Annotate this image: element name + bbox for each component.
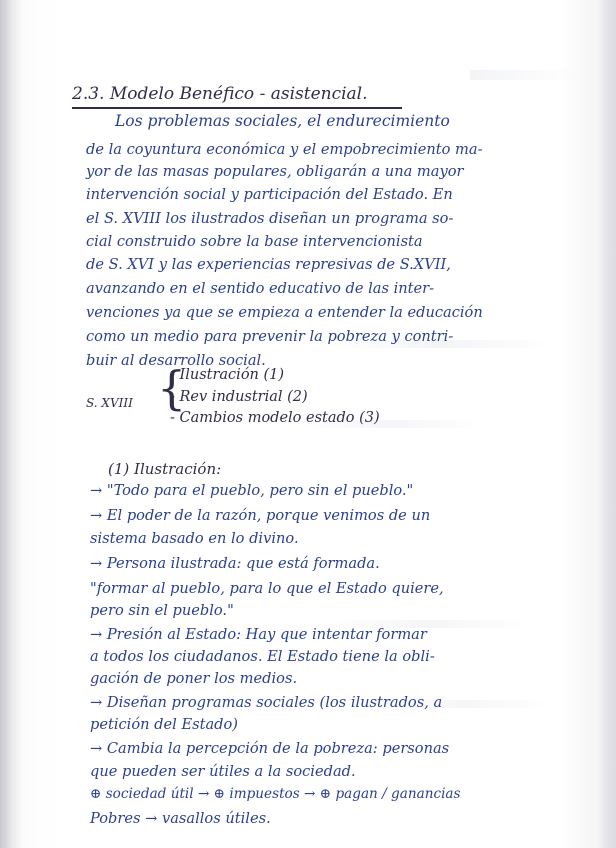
note-line: → Cambia la percepción de la pobreza: personas: [90, 740, 450, 757]
paragraph-line: cial construido sobre la base intervencionista: [86, 233, 423, 250]
section-heading: 2.3. Modelo Benéfico - asistencial.: [72, 84, 368, 104]
outline-item: - Cambios modelo estado (3): [170, 410, 380, 426]
page-binding-shadow: [0, 0, 22, 848]
paragraph-line: el S. XVIII los ilustrados diseñan un programa so-: [86, 210, 454, 227]
outline-item: - Ilustración (1): [170, 367, 285, 383]
paragraph-line: intervención social y participación del Estado. En: [86, 186, 453, 203]
bleed-through-mark: [470, 70, 580, 80]
outline-item: - Rev industrial (2): [170, 389, 308, 405]
note-line: a todos los ciudadanos. El Estado tiene la obli-: [90, 648, 435, 665]
page-edge-shadow: [598, 0, 616, 848]
outline-label: S. XVIII: [86, 396, 133, 410]
note-line: que pueden ser útiles a la sociedad.: [90, 763, 356, 780]
heading-underline: [72, 107, 402, 109]
paragraph-line: de la coyuntura económica y el empobrecimiento ma-: [86, 141, 483, 158]
paragraph-line: avanzando en el sentido educativo de las inter-: [86, 280, 435, 297]
curly-brace: {: [157, 361, 187, 415]
note-line: Pobres → vasallos útiles.: [90, 810, 271, 827]
note-line: → Persona ilustrada: que está formada.: [90, 555, 380, 572]
paragraph-line: venciones ya que se empieza a entender la educación: [86, 304, 483, 321]
paragraph-line: como un medio para prevenir la pobreza y contri-: [86, 328, 454, 345]
paragraph-line: yor de las masas populares, obligarán a una mayor: [86, 163, 464, 180]
note-line: → El poder de la razón, porque venimos de un: [90, 507, 431, 524]
note-line: → Presión al Estado: Hay que intentar formar: [90, 626, 427, 643]
note-line: → "Todo para el pueblo, pero sin el pueblo.": [90, 482, 414, 499]
paragraph-line: de S. XVI y las experiencias represivas de S.XVII,: [86, 256, 451, 273]
note-line: gación de poner los medios.: [90, 670, 298, 687]
paragraph-line: buir al desarrollo social.: [86, 352, 266, 369]
note-line: → Diseñan programas sociales (los ilustrados, a: [90, 694, 443, 711]
note-line: petición del Estado): [90, 716, 238, 733]
subsection-title: (1) Ilustración:: [108, 460, 222, 478]
note-line: ⊕ sociedad útil → ⊕ impuestos → ⊕ pagan / ganancias: [90, 786, 461, 802]
paragraph-line: Los problemas sociales, el endurecimiento: [115, 112, 450, 130]
note-line: "formar al pueblo, para lo que el Estado quiere,: [90, 580, 444, 597]
note-line: sistema basado en lo divino.: [90, 530, 299, 547]
note-line: pero sin el pueblo.": [90, 602, 234, 619]
